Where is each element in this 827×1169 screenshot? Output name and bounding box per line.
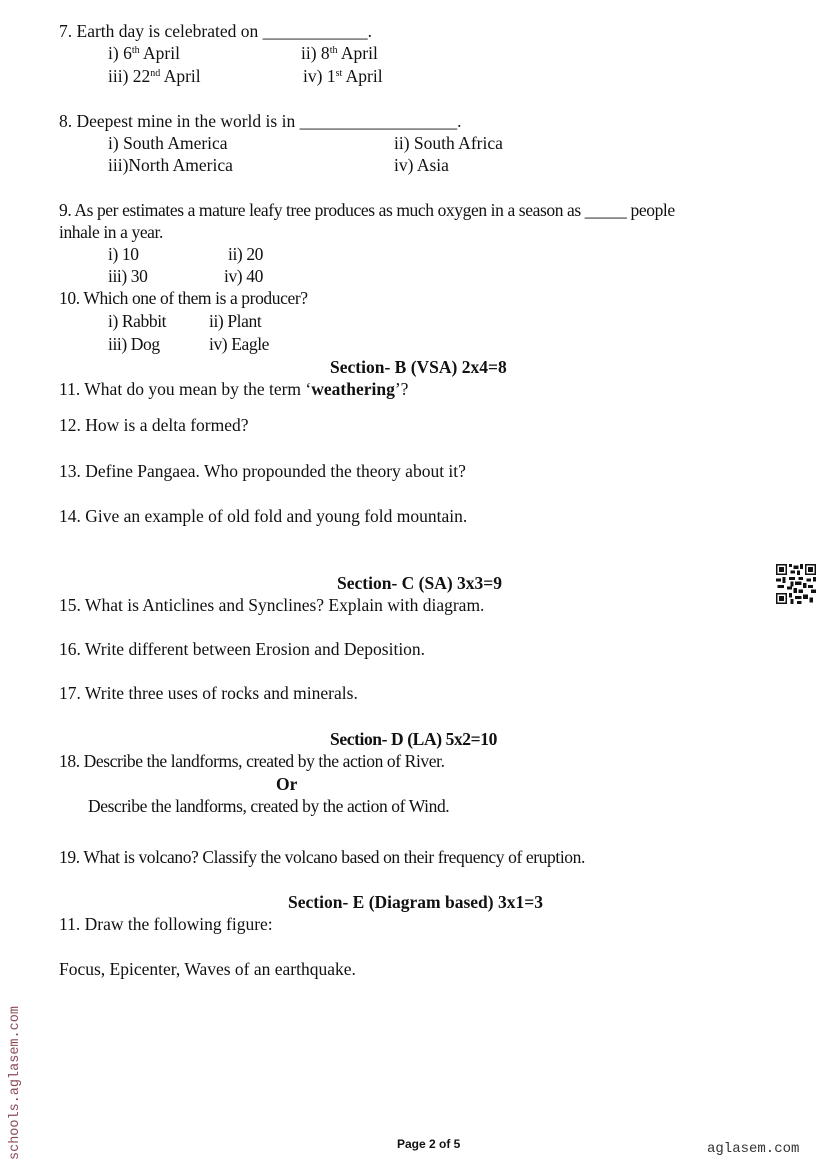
q7-option-1 [108,42,180,64]
opt-sup: nd [150,68,161,79]
q9-option-1: i) 10 [108,244,139,264]
question-9-line-1: 9. As per estimates a mature leafy tree produces as much oxygen in a season as _____ people [59,200,675,220]
opt-sup: st [335,68,343,79]
question-18-alternative: Describe the landforms, created by the action of Wind. [88,796,450,816]
question-10: 10. Which one of them is a producer? [59,288,308,308]
question-13: 13. Define Pangaea. Who propounded the theory about it? [59,461,466,481]
q10-option-3: iii) Dog [108,334,160,354]
opt-text: April [139,43,180,63]
opt-text: iii) 22 [108,66,151,86]
question-15: 15. What is Anticlines and Synclines? Explain with diagram. [59,595,485,615]
q11-text: 11. What do you mean by the term ‘ [59,379,312,399]
q8-option-4: iv) Asia [394,155,449,175]
q10-option-2: ii) Plant [209,311,262,331]
q10-option-1: i) Rabbit [108,311,167,331]
opt-text: April [160,66,201,86]
question-7: 7. Earth day is celebrated on ____________. [59,21,372,41]
opt-text: April [342,66,383,86]
opt-sup: th [329,45,338,56]
brand-watermark: aglasem.com [707,1141,800,1157]
question-12: 12. How is a delta formed? [59,415,249,435]
q7-option-2 [301,42,378,64]
q7-option-3 [108,65,201,87]
question-9-line-2: inhale in a year. [59,222,163,242]
opt-text: i) 6 [108,43,132,63]
q9-option-2: ii) 20 [228,244,264,264]
section-c-heading: Section- C (SA) 3x3=9 [337,573,503,593]
question-16: 16. Write different between Erosion and Deposition. [59,639,426,659]
q8-option-2: ii) South Africa [394,133,503,153]
question-11 [59,378,408,400]
or-label: Or [276,774,298,794]
q10-option-4: iv) Eagle [209,334,270,354]
q8-option-3: iii)North America [108,155,233,175]
question-17: 17. Write three uses of rocks and minerals. [59,683,358,703]
q9-option-3: iii) 30 [108,266,148,286]
opt-sup: th [131,45,140,56]
q9-option-4: iv) 40 [224,266,263,286]
opt-text: iv) 1 [303,66,336,86]
opt-text: ii) 8 [301,43,330,63]
q11-term: weathering [311,379,395,399]
q8-option-1: i) South America [108,133,228,153]
question-14: 14. Give an example of old fold and young fold mountain. [59,506,468,526]
section-b-heading: Section- B (VSA) 2x4=8 [330,357,507,377]
side-watermark: schools.aglasem.com [8,1006,23,1160]
qr-code-icon [776,564,816,604]
figure-items: Focus, Epicenter, Waves of an earthquake. [59,959,356,979]
section-d-heading: Section- D (LA) 5x2=10 [330,729,497,749]
question-19: 19. What is volcano? Classify the volcano based on their frequency of eruption. [59,847,585,867]
opt-text: April [337,43,378,63]
q11-text: ’? [394,379,409,399]
page-number: Page 2 of 5 [397,1137,461,1151]
section-e-heading: Section- E (Diagram based) 3x1=3 [288,892,543,912]
q7-option-4 [303,65,383,87]
question-e-11: 11. Draw the following figure: [59,914,273,934]
question-18: 18. Describe the landforms, created by the action of River. [59,751,445,771]
question-8: 8. Deepest mine in the world is in __________________. [59,111,462,131]
